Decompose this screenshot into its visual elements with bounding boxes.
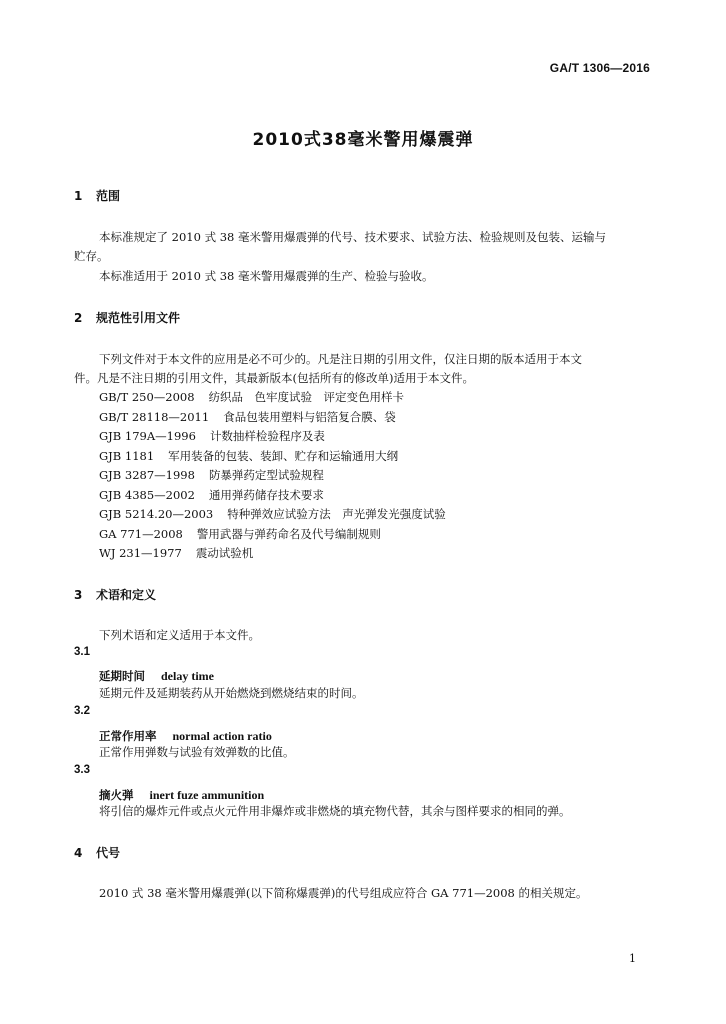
reference-code: GJB 179A—1996 [99,429,196,443]
term-heading [99,784,264,803]
reference-code: GB/T 28118—2011 [99,410,210,424]
reference-title: 特种弹效应试验方法 声光弹发光强度试验 [227,507,446,521]
section-2-heading [74,309,180,326]
section-1-paragraph-1-line-1: 本标准规定了 2010 式 38 毫米警用爆震弹的代号、技术要求、试验方法、检验规则及包装、运输与 [99,230,607,244]
reference-title: 计数抽样检验程序及表 [209,429,325,443]
reference-item [99,526,381,542]
section-number: 2 [74,311,83,325]
section-1-heading [74,187,120,204]
reference-item [99,409,396,425]
section-3-heading [74,586,156,603]
section-title: 术语和定义 [96,588,157,602]
reference-item [99,389,404,405]
reference-title: 纺织品 色牢度试验 评定变色用样卡 [208,390,405,404]
section-title: 代号 [96,846,121,860]
document-title: 2010式38毫米警用爆震弹 [252,130,474,150]
reference-title: 食品包装用塑料与铝箔复合膜、袋 [223,410,396,424]
reference-item [99,448,398,464]
term-english: inert fuze ammunition [149,788,265,802]
section-1-paragraph-1-line-2: 贮存。 [74,249,109,263]
term-heading [99,725,272,744]
term-heading [99,665,214,684]
section-title: 范围 [96,189,121,203]
section-4-paragraph: 2010 式 38 毫米警用爆震弹(以下简称爆震弹)的代号组成应符合 GA 771—2008 的相关规定。 [99,886,588,900]
reference-item [99,506,446,522]
term-number: 3.1 [74,646,90,658]
term-name: 延期时间 [99,669,145,683]
section-number: 1 [74,189,83,203]
reference-code: WJ 231—1977 [99,546,182,560]
section-2-intro-line-2: 件。凡是不注日期的引用文件，其最新版本(包括所有的修改单)适用于本文件。 [74,371,474,385]
term-number: 3.2 [74,705,90,717]
reference-title: 防暴弹药定型试验规程 [208,468,324,482]
reference-code: GJB 4385—2002 [99,488,195,502]
reference-item [99,487,324,503]
reference-item [99,428,325,444]
section-number: 3 [74,588,83,602]
reference-title: 震动试验机 [195,546,254,560]
term-definition: 将引信的爆炸元件或点火元件用非爆炸或非燃烧的填充物代替，其余与图样要求的相同的弹。 [99,804,571,818]
reference-code: GJB 5214.20—2003 [99,507,214,521]
section-number: 4 [74,846,83,860]
section-4-heading [74,844,120,861]
page-number: 1 [629,952,636,965]
term-definition: 延期元件及延期装药从开始燃烧到燃烧结束的时间。 [99,686,364,700]
reference-code: GB/T 250—2008 [99,390,195,404]
reference-title: 警用武器与弹药命名及代号编制规则 [196,527,381,541]
section-2-intro-line-1: 下列文件对于本文件的应用是必不可少的。凡是注日期的引用文件，仅注日期的版本适用于本文 [99,352,582,366]
reference-code: GJB 1181 [99,449,155,463]
term-english: normal action ratio [172,729,272,743]
reference-title: 通用弹药储存技术要求 [208,488,324,502]
term-number: 3.3 [74,764,90,776]
term-definition: 正常作用弹数与试验有效弹数的比值。 [99,745,295,759]
term-name: 摘火弹 [99,788,134,802]
reference-item [99,545,253,561]
reference-code: GA 771—2008 [99,527,183,541]
reference-title: 军用装备的包装、装卸、贮存和运输通用大纲 [168,449,399,463]
reference-code: GJB 3287—1998 [99,468,195,482]
standard-code: GA/T 1306—2016 [549,61,650,75]
term-name: 正常作用率 [99,729,157,743]
section-title: 规范性引用文件 [96,311,181,325]
section-3-intro: 下列术语和定义适用于本文件。 [99,628,260,642]
reference-item [99,467,324,483]
section-1-paragraph-2: 本标准适用于 2010 式 38 毫米警用爆震弹的生产、检验与验收。 [99,269,434,283]
term-english: delay time [161,669,214,683]
